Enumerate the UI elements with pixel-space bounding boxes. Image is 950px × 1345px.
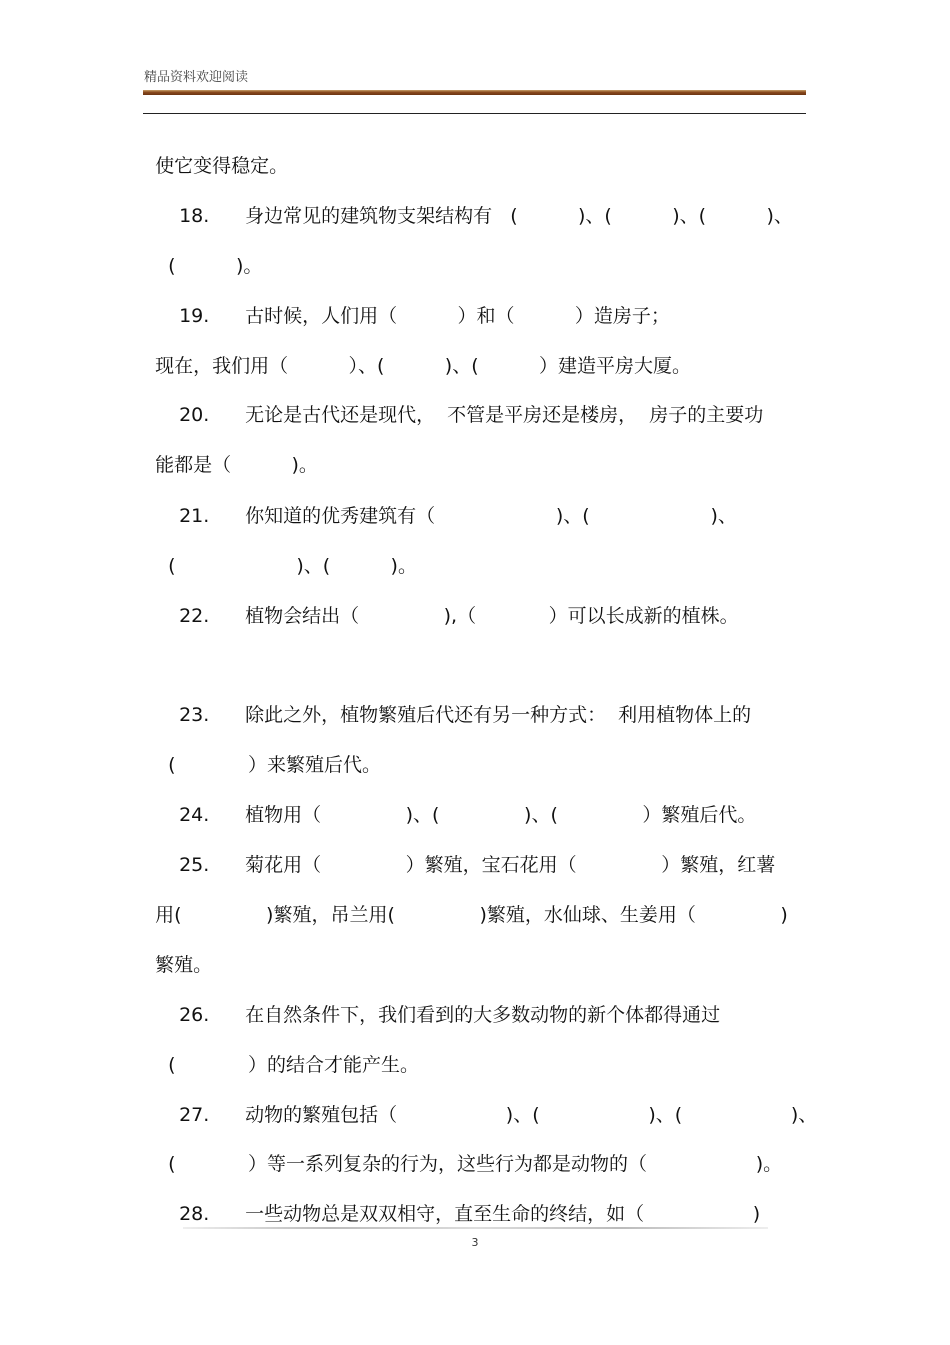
- question-number: 19.: [179, 305, 210, 327]
- question-28: [167, 1178, 760, 1226]
- question-number: 23.: [179, 704, 210, 726]
- question-23: [167, 679, 751, 727]
- line-text: ( )。: [162, 255, 263, 277]
- text-line: [143, 330, 691, 378]
- line-text: 能都是（ )。: [155, 454, 318, 476]
- question-22: [167, 580, 739, 628]
- line-text: 在自然条件下，我们看到的大多数动物的新个体都得通过: [245, 1004, 721, 1026]
- line-text: ( ）的结合才能产生。: [162, 1054, 420, 1076]
- question-number: 22.: [179, 605, 210, 627]
- line-text: 植物用（ )、( )、( ）繁殖后代。: [245, 804, 757, 826]
- page-number: 3: [471, 1236, 479, 1249]
- line-text: ( ）来繁殖后代。: [162, 754, 382, 776]
- line-text: 除此之外，植物繁殖后代还有另一种方式： 利用植物体上的: [245, 704, 752, 726]
- question-25: [167, 829, 775, 877]
- text-line: [143, 429, 318, 477]
- question-18: [167, 180, 793, 228]
- text-line: [150, 530, 417, 578]
- footer-rule: [183, 1227, 768, 1229]
- line-text: 植物会结出（ ),（ ）可以长成新的植株。: [245, 605, 739, 627]
- header-rule-thick: [143, 90, 806, 95]
- line-text: 菊花用（ ）繁殖，宝石花用（ ）繁殖，红薯: [245, 854, 776, 876]
- line-text: 繁殖。: [155, 954, 213, 976]
- line-text: 使它变得稳定。: [155, 155, 289, 177]
- text-line: [143, 879, 788, 927]
- line-text: 用( )繁殖，吊兰用( )繁殖，水仙球、生姜用（ ): [155, 904, 788, 926]
- question-24: [167, 779, 756, 827]
- question-19: [167, 280, 670, 328]
- line-text: 古时候，人们用（ ）和（ ）造房子；: [245, 305, 670, 327]
- text-line: [150, 230, 262, 278]
- question-number: 28.: [179, 1203, 210, 1225]
- question-number: 25.: [179, 854, 210, 876]
- line-text: 动物的繁殖包括（ )、( )、( )、: [245, 1104, 818, 1126]
- line-text: 一些动物总是双双相守，直至生命的终结，如（ ): [245, 1203, 761, 1225]
- line-text: ( )、( )。: [162, 555, 417, 577]
- question-number: 27.: [179, 1104, 210, 1126]
- line-text: 无论是古代还是现代， 不管是平房还是楼房， 房子的主要功: [245, 404, 764, 426]
- line-text: 现在，我们用（ ）、( )、( ）建造平房大厦。: [155, 355, 692, 377]
- line-text: 你知道的优秀建筑有（ )、( )、: [245, 505, 737, 527]
- question-20: [167, 379, 763, 427]
- text-line: [150, 729, 381, 777]
- text-line: [143, 130, 288, 178]
- question-26: [167, 979, 720, 1027]
- text-line: [143, 929, 212, 977]
- question-number: 26.: [179, 1004, 210, 1026]
- header-rule-thin: [143, 113, 806, 114]
- question-21: [167, 480, 737, 528]
- line-text: 身边常见的建筑物支架结构有 ( )、( )、( )、: [245, 205, 793, 227]
- page-header: 精品资料欢迎阅读: [144, 70, 249, 85]
- question-27: [167, 1079, 817, 1127]
- question-number: 20.: [179, 404, 210, 426]
- question-number: 21.: [179, 505, 210, 527]
- question-number: 18.: [179, 205, 210, 227]
- text-line: [150, 1029, 419, 1077]
- question-number: 24.: [179, 804, 210, 826]
- line-text: ( ）等一系列复杂的行为，这些行为都是动物的（ )。: [162, 1153, 783, 1175]
- text-line: [150, 1128, 782, 1176]
